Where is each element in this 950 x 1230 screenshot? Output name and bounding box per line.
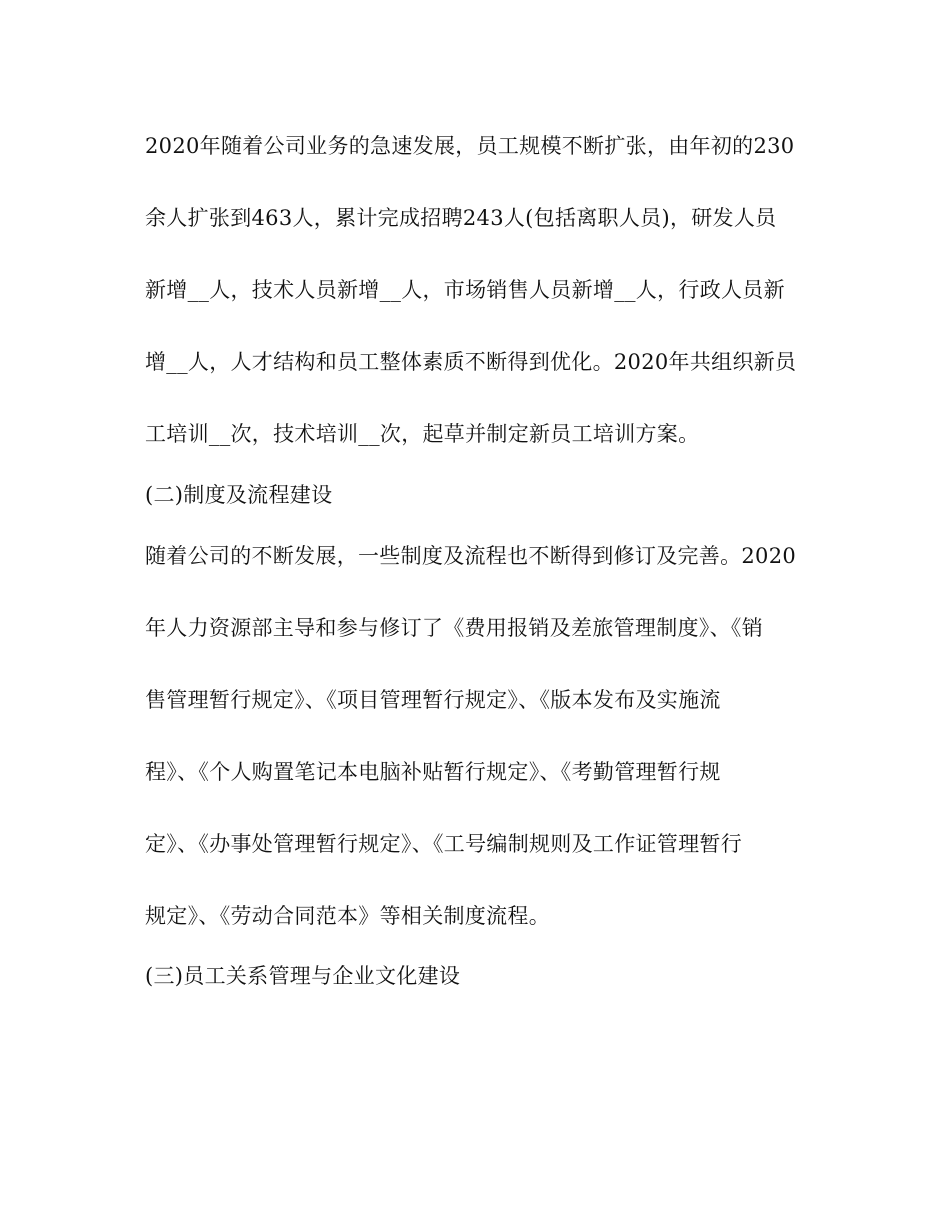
paragraph-2-line-5: 定》、《办事处管理暂行规定》、《工号编制规则及工作证管理暂行 bbox=[145, 832, 742, 856]
section-heading-2: (二)制度及流程建设 bbox=[145, 483, 333, 507]
paragraph-2-line-6: 规定》、《劳动合同范本》等相关制度流程。 bbox=[145, 904, 550, 928]
paragraph-1-line-1: 2020年随着公司业务的急速发展，员工规模不断扩张，由年初的230 bbox=[145, 134, 795, 158]
paragraph-1-line-4: 增__人，人才结构和员工整体素质不断得到优化。2020年共组织新员 bbox=[145, 350, 797, 374]
paragraph-1-line-5: 工培训__次，技术培训__次，起草并制定新员工培训方案。 bbox=[145, 422, 700, 446]
section-heading-3: (三)员工关系管理与企业文化建设 bbox=[145, 964, 461, 988]
paragraph-2-line-4: 程》、《个人购置笔记本电脑补贴暂行规定》、《考勤管理暂行规 bbox=[145, 760, 721, 784]
paragraph-1-line-3: 新增__人，技术人员新增__人，市场销售人员新增__人，行政人员新 bbox=[145, 278, 785, 302]
paragraph-2-line-1: 随着公司的不断发展，一些制度及流程也不断得到修订及完善。2020 bbox=[145, 544, 797, 568]
paragraph-2-line-3: 售管理暂行规定》、《项目管理暂行规定》、《版本发布及实施流 bbox=[145, 688, 721, 712]
paragraph-2-line-2: 年人力资源部主导和参与修订了《费用报销及差旅管理制度》、《销 bbox=[145, 616, 763, 640]
paragraph-1-line-2: 余人扩张到463人，累计完成招聘243人(包括离职人员)，研发人员 bbox=[145, 206, 777, 230]
